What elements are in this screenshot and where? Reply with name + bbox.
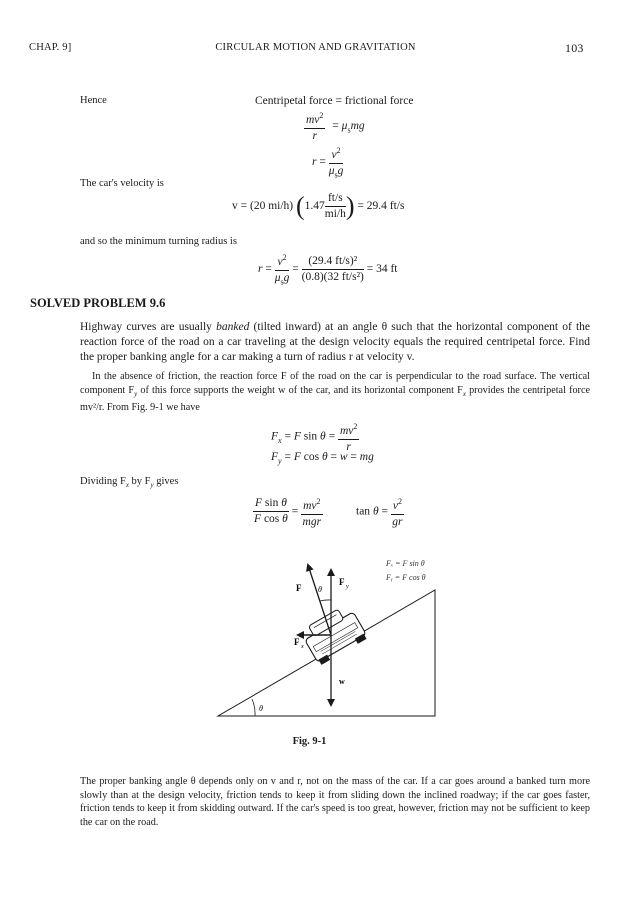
statement-part-2: (tilted inward) at an angle θ such that the horizontal component of the reaction force of the road on a car traveling at the design velocity equals the required centripetal force. Find the proper banking angle for a car making a turn of radius r at velocity v. <box>80 321 591 363</box>
statement-part-1: Highway curves are usually <box>80 321 212 333</box>
solution-paragraph: In the absence of friction, the reaction force F of the road on the car is perpendicular to the road surface. The vertical component $F_y$ of this force supports the weight w of the car, and its horizontal component $F_x$ provides the centripetal force mv²/r. From Fig. 9-1 we have <box>80 371 590 414</box>
equation-fy: $F_y = F$ cos θ = w = mg <box>271 451 374 466</box>
hence-label: Hence <box>80 95 107 106</box>
section-heading: SOLVED PROBLEM 9.6 <box>30 296 166 310</box>
theta-top-label: θ <box>318 585 322 594</box>
top-angle-arc <box>320 600 331 601</box>
Fy-subscript: y <box>346 584 349 590</box>
velocity-numerator: ft/s <box>325 192 346 207</box>
bottom-angle-arc <box>252 699 255 716</box>
solution-part-2: of this force supports the weight w of the car, and its horizontal component F <box>140 384 463 396</box>
running-title: CIRCULAR MOTION AND GRAVITATION <box>215 42 416 53</box>
solution-part-3: provides the centripetal force mv²/r. From Fig. 9-1 we have <box>80 384 590 414</box>
equation-fx: $F_x = F$ sin θ = $\frac{mv^2}{r}$ <box>271 422 358 453</box>
equation-ratio: $\frac{\text{F sin θ}}{\text{F cos θ}}$ = $\frac{mv^2}{\text{mgr}}$ <box>254 497 322 528</box>
statement-banked: banked <box>216 321 250 333</box>
equation-r-expression: r = $\frac{v^2}{\mu_sg}$ <box>312 146 344 180</box>
solution-part-1: In the absence of friction, the reaction force F of the road on the car is perpendicular to the road surface. The vertical component F <box>80 371 590 396</box>
equation-velocity: v = (20 mi/h) (1.47 $\frac{ft/s}{mi/h}$ ) = 29.4 ft/s <box>232 191 405 221</box>
legend-fy: Fᵧ = F cos θ <box>386 573 426 582</box>
legend-fx: Fₓ = F sin θ <box>386 559 425 568</box>
velocity-intro: The car's velocity is <box>80 178 164 189</box>
equation-tan: tan θ = $\frac{v^2}{gr}$ <box>356 497 403 528</box>
dividing-text: Dividing $F_x$ by $F_y$ gives <box>80 476 179 490</box>
figure-caption: Fig. 9-1 <box>292 736 327 747</box>
problem-statement <box>80 320 590 365</box>
velocity-lhs: v = (20 mi/h) <box>232 200 294 213</box>
radius-intro: and so the minimum turning radius is <box>80 236 237 247</box>
page-number: 103 <box>565 41 584 55</box>
velocity-result: = 29.4 ft/s <box>357 200 405 213</box>
radius-numerator: (29.4 ft/s)² <box>302 255 364 270</box>
radius-denominator: (0.8)(32 ft/s²) <box>301 271 364 284</box>
equation-mv2-over-r: $\frac{mv^2}{r}$ = $\mu_smg$ <box>306 111 365 142</box>
Fy-label: F <box>339 577 345 587</box>
velocity-denominator: mi/h <box>324 208 346 220</box>
chapter-label: CHAP. 9] <box>29 42 72 53</box>
equation-centripetal-frictional: Centripetal force = frictional force <box>255 95 414 107</box>
Fx-label: F <box>294 637 300 647</box>
F-label: F <box>296 583 302 593</box>
banked-curve-figure <box>0 540 619 740</box>
velocity-coefficient: 1.47 <box>304 200 325 213</box>
closing-paragraph: The proper banking angle θ depends only on v and r, not on the mass of the car. If a car goes around a banked turn more slowly than at the design velocity, friction tends to keep it from sliding down the inclined roadway; if the car goes faster, friction tends to keep it from skidding outward. If the car's speed is too great, however, friction may not be sufficient to keep the car on the road. <box>80 776 590 828</box>
Fx-subscript: x <box>301 644 304 650</box>
theta-bottom-label: θ <box>259 704 263 713</box>
radius-result: = 34 ft <box>366 263 398 276</box>
dividing-part-3: gives <box>156 476 179 487</box>
equation-radius: r = $\frac{v^2}{\mu_sg}$ = $\frac{\text{(29.4 ft/s)²}}{\text{(0.8)(32 ft/s²)}}$ = 34 ft <box>258 253 398 287</box>
w-label: w <box>339 677 345 686</box>
dividing-part-1: Dividing F <box>80 476 126 487</box>
dividing-part-2: by F <box>131 476 151 487</box>
